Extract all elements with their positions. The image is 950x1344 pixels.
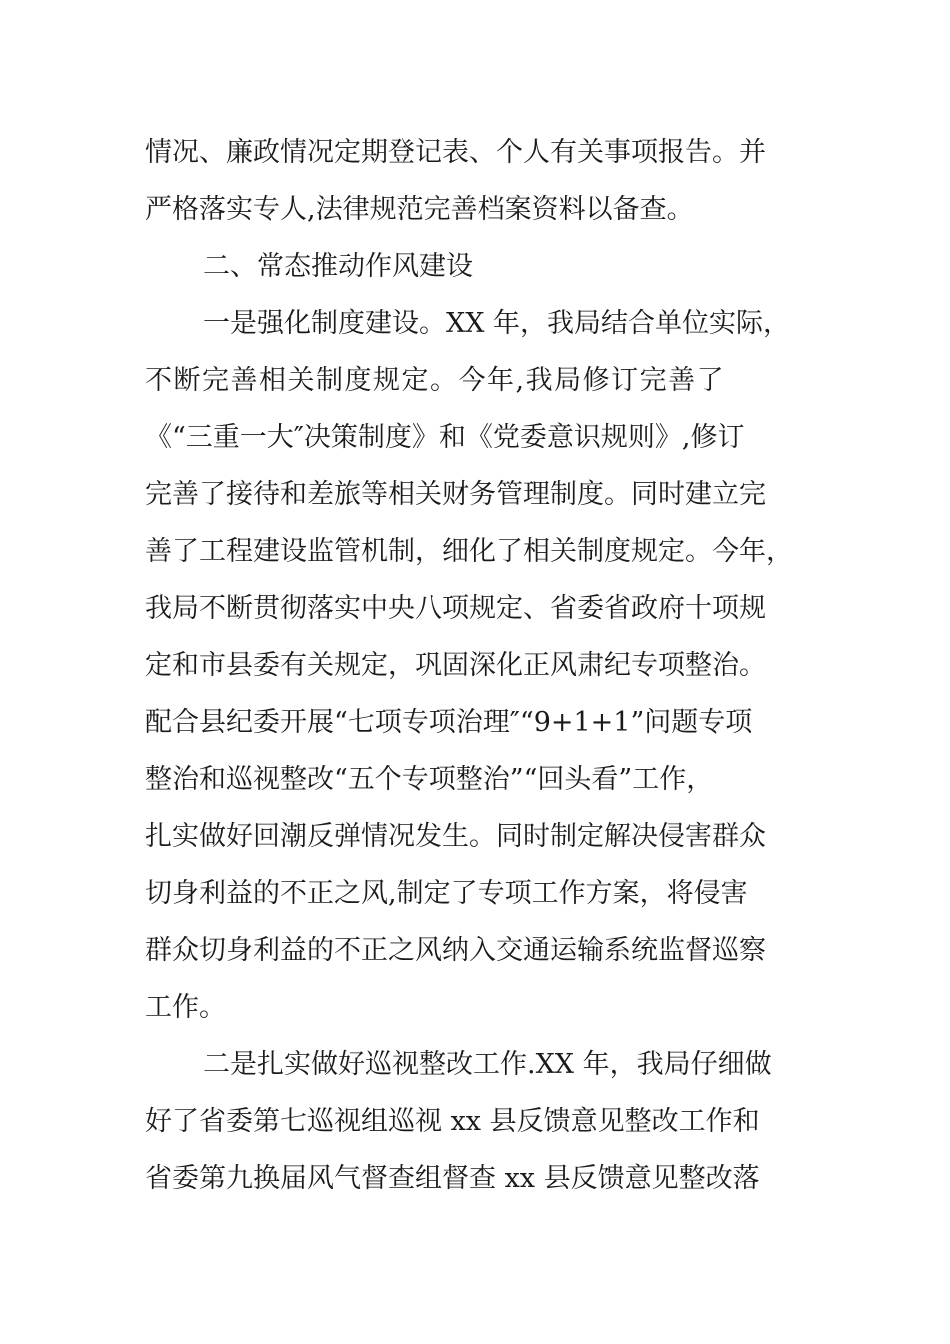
text-line-6: 《“三重一大″决策制度》和《党委意识规则》,修订 <box>145 422 745 453</box>
text-line-13: 扎实做好回潮反弹情况发生。同时制定解决侵害群众 <box>145 821 766 852</box>
text-line-10: 定和市县委有关规定，巩固深化正风肃纪专项整治。 <box>145 650 766 681</box>
text-line-18: 好了省委第七巡视组巡视 xx 县反馈意见整改工作和 <box>145 1106 760 1137</box>
text-line-5: 不断完善相关制度规定。今年,我局修订完善了 <box>145 365 726 396</box>
text-line-14: 切身利益的不正之风,制定了专项工作方案，将侵害 <box>145 878 748 909</box>
text-line-12: 整治和巡视整改“五个专项整治”“回头看”工作， <box>145 764 714 795</box>
section-heading: 二、常态推动作风建设 <box>203 251 473 282</box>
text-line-8: 善了工程建设监管机制，细化了相关制度规定。今年， <box>145 536 793 567</box>
text-line-17: 二是扎实做好巡视整改工作.XX 年，我局仔细做 <box>203 1049 772 1080</box>
text-line-19: 省委第九换届风气督查组督查 xx 县反馈意见整改落 <box>145 1163 760 1194</box>
text-line-4: 一是强化制度建设。XX 年，我局结合单位实际， <box>203 308 791 339</box>
text-line-16: 工作。 <box>145 992 226 1023</box>
text-line-2: 严格落实专人,法律规范完善档案资料以备查。 <box>145 194 694 225</box>
text-line-9: 我局不断贯彻落实中央八项规定、省委省政府十项规 <box>145 593 766 624</box>
text-line-11: 配合县纪委开展“七项专项治理″“9+1+1”问题专项 <box>145 707 753 738</box>
text-line-7: 完善了接待和差旅等相关财务管理制度。同时建立完 <box>145 479 766 510</box>
text-line-1: 情况、廉政情况定期登记表、个人有关事项报告。并 <box>145 137 766 168</box>
text-line-15: 群众切身利益的不正之风纳入交通运输系统监督巡察 <box>145 935 766 966</box>
